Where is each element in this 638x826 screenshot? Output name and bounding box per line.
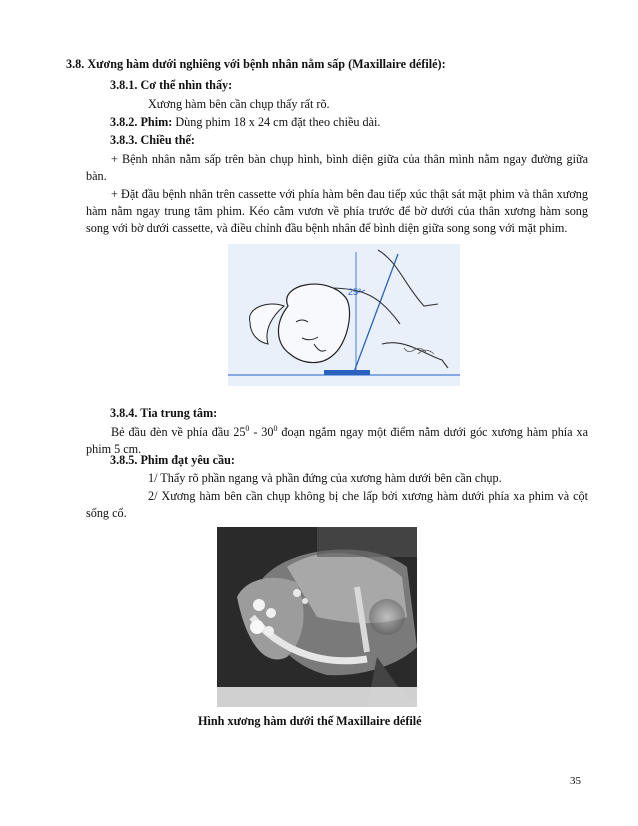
subsection-383-paragraph-2: + Đặt đầu bệnh nhân trên cassette với phía hàm bên đau tiếp xúc thật sát mặt phim và thân xương hàm nằm ngay trung tâm phim. Kéo cằm vươn về phía trước để bờ dưới của thân xương hàm song song với bờ dưới cassette, và điều chỉnh đầu bệnh nhân để bình diện giữa song song với mặt phim. — [86, 187, 588, 235]
subsection-382-title: 3.8.2. Phim: — [110, 115, 173, 129]
subsection-383-paragraph-1: + Bệnh nhân nằm sấp trên bàn chụp hình, bình diện giữa của thân mình nằm ngay đường giữa bàn. — [86, 152, 588, 183]
subsection-382-text: Dùng phim 18 x 24 cm đặt theo chiều dài. — [172, 115, 381, 129]
subsection-381-title: 3.8.1. Cơ thể nhìn thấy: — [110, 78, 233, 92]
degree-sup-2: 0 — [273, 423, 278, 433]
section-heading: 3.8. Xương hàm dưới nghiêng với bệnh nhân nằm sấp (Maxillaire défilé): — [66, 57, 446, 71]
figure-caption: Hình xương hàm dưới thế Maxillaire défilé — [198, 714, 422, 728]
xray-image — [217, 527, 417, 707]
positioning-illustration — [228, 244, 460, 386]
page-number: 35 — [570, 775, 581, 787]
subsection-382 — [110, 115, 380, 130]
angle-label: 25° — [348, 287, 362, 297]
degree-sup-1: 0 — [245, 423, 250, 433]
subsection-384-text-post: đoạn ngắm ngay một điểm nằm dưới góc xương hàm phía xa phim 5 cm. — [86, 425, 589, 456]
subsection-385-title: 3.8.5. Phim đạt yêu cầu: — [110, 453, 235, 467]
subsection-384-text-mid: - 30 — [249, 425, 274, 439]
subsection-383-title: 3.8.3. Chiều thế: — [110, 133, 195, 147]
subsection-381-text: Xương hàm bên cần chụp thấy rất rõ. — [148, 97, 330, 111]
subsection-384-title: 3.8.4. Tia trung tâm: — [110, 406, 218, 420]
subsection-385-item-2: 2/ Xương hàm bên cần chụp không bị che lấp bởi xương hàm dưới phía xa phim và cột sống cổ. — [86, 489, 588, 520]
subsection-384-text-pre: Bẻ đầu đèn về phía đầu 25 — [111, 425, 246, 439]
subsection-385-item-1: 1/ Thấy rõ phần ngang và phần đứng của xương hàm dưới bên cần chụp. — [148, 471, 502, 485]
